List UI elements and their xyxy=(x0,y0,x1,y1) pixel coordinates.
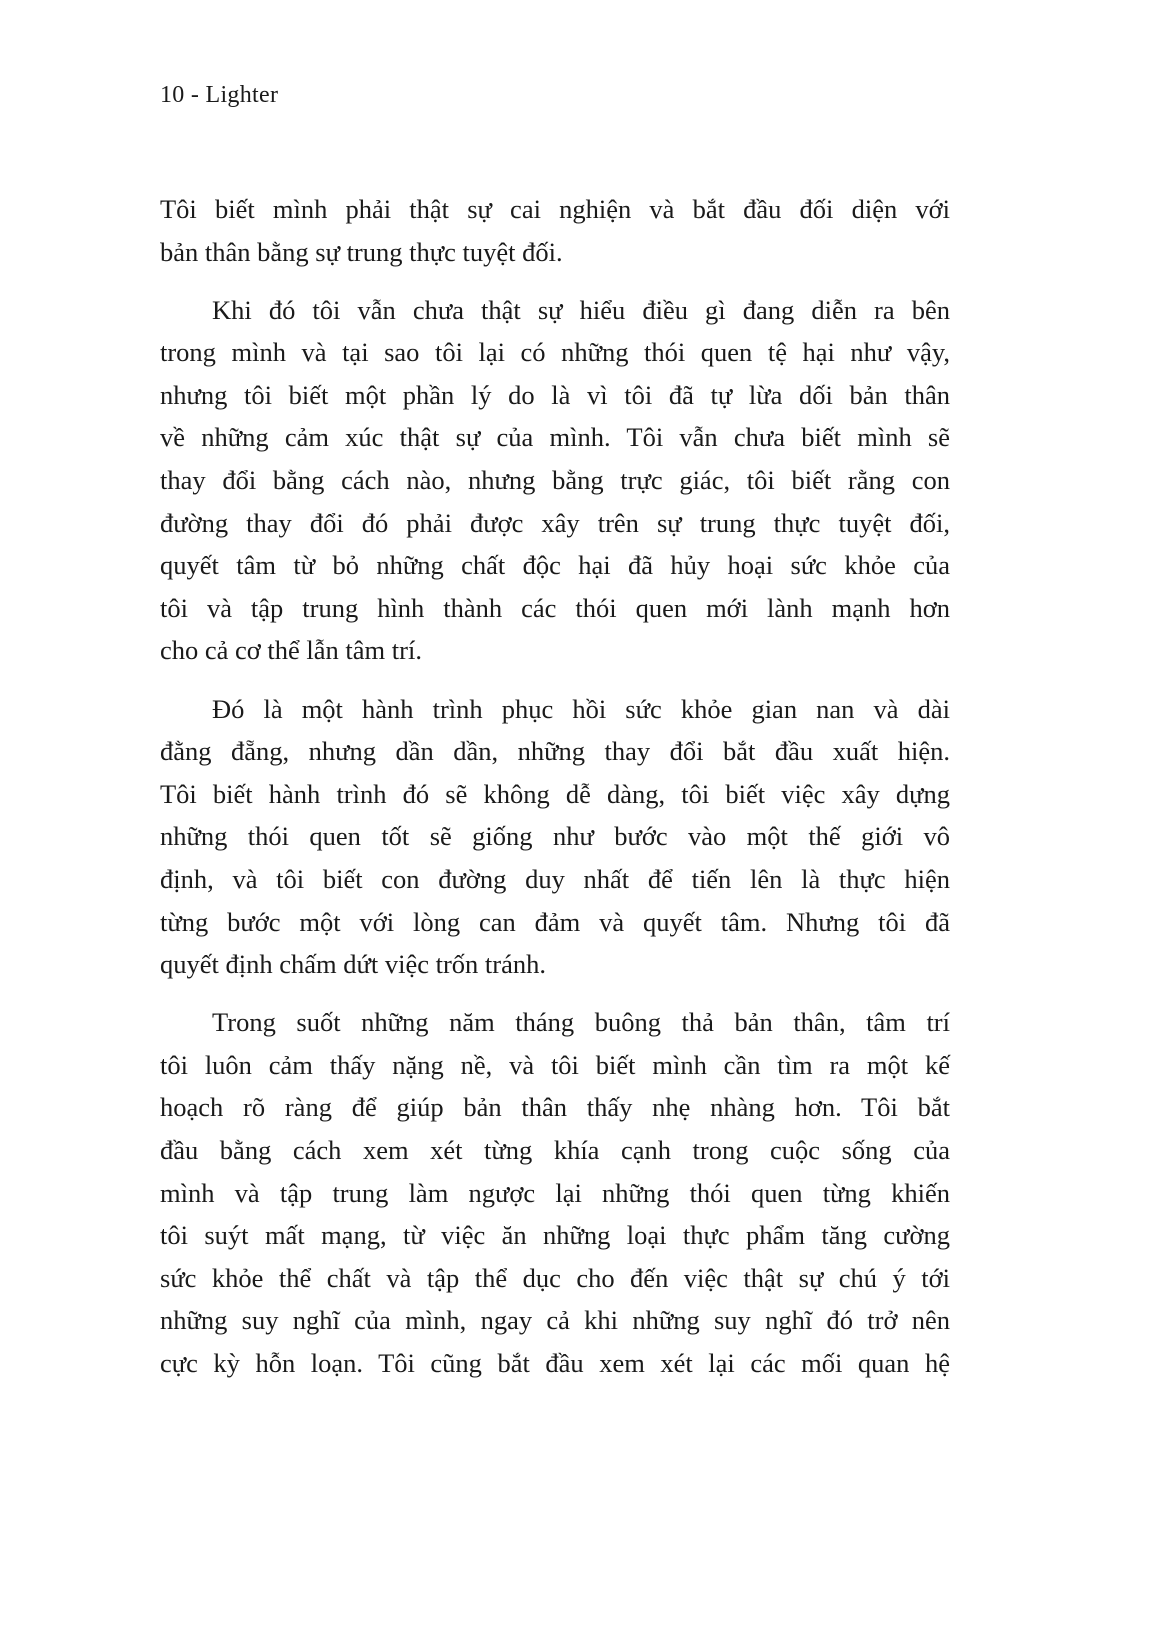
text-line: từng bước một với lòng can đảm và quyết tâm. Nhưng tôi đã xyxy=(160,906,950,937)
text-line: cho cả cơ thể lẫn tâm trí. xyxy=(160,635,422,666)
text-line: đường thay đổi đó phải được xây trên sự trung thực tuyệt đối, xyxy=(160,507,950,538)
text-line: những thói quen tốt sẽ giống như bước vào một thế giới vô xyxy=(160,821,950,852)
text-line: Tôi biết hành trình đó sẽ không dễ dàng, tôi biết việc xây dựng xyxy=(160,778,950,809)
paragraph xyxy=(160,1001,950,1384)
text-line: tôi suýt mất mạng, từ việc ăn những loại thực phẩm tăng cường xyxy=(160,1220,950,1251)
text-line: nhưng tôi biết một phần lý do là vì tôi đã tự lừa dối bản thân xyxy=(160,379,950,410)
paragraph xyxy=(160,188,950,273)
text-line: bản thân bằng sự trung thực tuyệt đối. xyxy=(160,236,563,267)
text-line: cực kỳ hỗn loạn. Tôi cũng bắt đầu xem xét lại các mối quan hệ xyxy=(160,1347,950,1378)
text-line: Tôi biết mình phải thật sự cai nghiện và bắt đầu đối diện với xyxy=(160,194,950,224)
text-line: hoạch rõ ràng để giúp bản thân thấy nhẹ nhàng hơn. Tôi bắt xyxy=(160,1092,950,1123)
text-line: sức khỏe thể chất và tập thể dục cho đến việc thật sự chú ý tới xyxy=(160,1262,950,1293)
text-line: về những cảm xúc thật sự của mình. Tôi vẫn chưa biết mình sẽ xyxy=(160,422,950,453)
text-line: quyết định chấm dứt việc trốn tránh. xyxy=(160,949,546,980)
text-line: Trong suốt những năm tháng buông thả bản thân, tâm trí xyxy=(212,1007,950,1038)
text-line: mình và tập trung làm ngược lại những thói quen từng khiến xyxy=(160,1177,950,1208)
paragraph xyxy=(160,289,950,672)
text-line: những suy nghĩ của mình, ngay cả khi những suy nghĩ đó trở nên xyxy=(160,1305,950,1336)
text-line: thay đổi bằng cách nào, nhưng bằng trực giác, tôi biết rằng con xyxy=(160,465,950,496)
text-line: đằng đẵng, nhưng dần dần, những thay đổi bắt đầu xuất hiện. xyxy=(160,736,950,767)
text-line: tôi và tập trung hình thành các thói quen mới lành mạnh hơn xyxy=(160,592,950,623)
paragraph xyxy=(160,688,950,986)
text-line: trong mình và tại sao tôi lại có những thói quen tệ hại như vậy, xyxy=(160,337,950,368)
text-line: tôi luôn cảm thấy nặng nề, và tôi biết mình cần tìm ra một kế xyxy=(160,1049,950,1080)
running-head: 10 - Lighter xyxy=(160,82,279,108)
text-line: Đó là một hành trình phục hồi sức khỏe gian nan và dài xyxy=(212,693,950,724)
text-line: đầu bằng cách xem xét từng khía cạnh trong cuộc sống của xyxy=(160,1134,950,1165)
text-line: Khi đó tôi vẫn chưa thật sự hiểu điều gì đang diễn ra bên xyxy=(212,294,950,325)
text-line: định, và tôi biết con đường duy nhất để tiến lên là thực hiện xyxy=(160,863,950,894)
text-line: quyết tâm từ bỏ những chất độc hại đã hủy hoại sức khỏe của xyxy=(160,550,950,581)
body-text xyxy=(160,188,950,1400)
